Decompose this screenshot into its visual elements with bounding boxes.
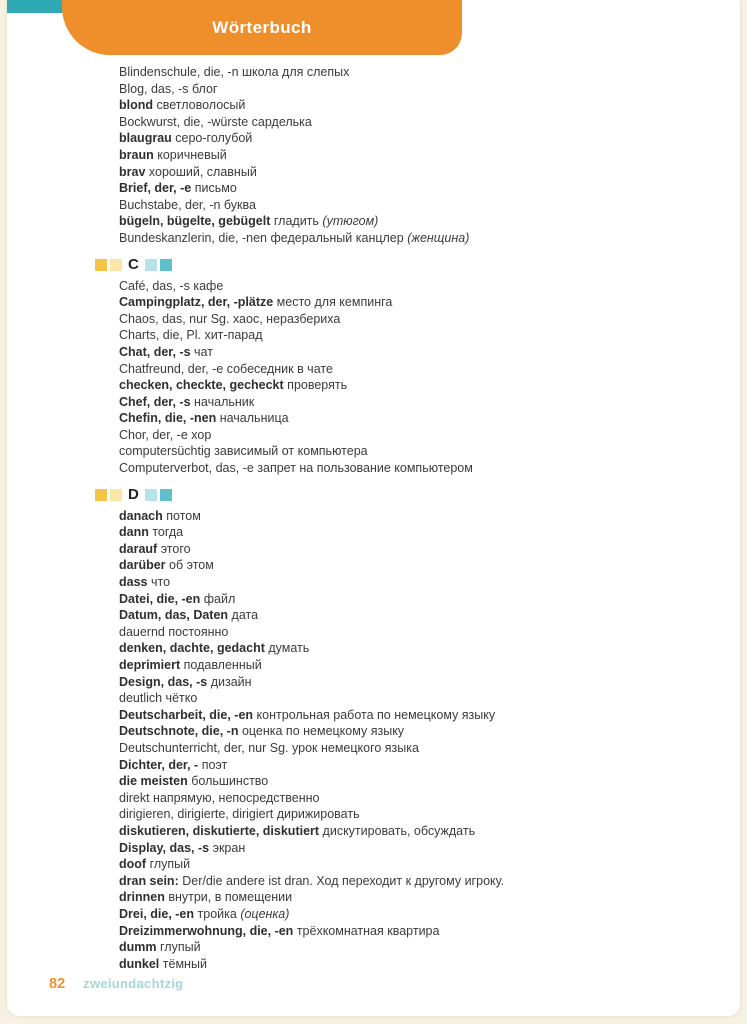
dictionary-entry [119, 856, 704, 873]
entry-text: computersüchtig зависимый от компьютера [119, 444, 368, 459]
entry-text: deutlich чётко [119, 691, 198, 706]
dictionary-entry [119, 923, 704, 940]
entry-text: трёхкомнатная квартира [296, 923, 440, 938]
entry-text: экран [212, 840, 246, 855]
entry-text: глупый [159, 940, 201, 955]
entry-german-term: dran sein: [119, 873, 179, 888]
entry-text: dirigieren, dirigierte, dirigiert дирижировать [119, 807, 360, 822]
dictionary-entry [119, 790, 704, 807]
entry-text: потом [166, 508, 201, 523]
dictionary-entry [119, 460, 704, 477]
dictionary-entry [119, 889, 704, 906]
dictionary-entry [119, 230, 704, 247]
entry-text: файл [203, 591, 236, 606]
dictionary-entry [119, 147, 704, 164]
dictionary-entry [119, 956, 704, 973]
entry-german-term: Datei, die, -en [119, 591, 201, 606]
page-title: Wörterbuch [212, 17, 312, 37]
entry-german-term: drinnen [119, 890, 165, 905]
entry-text: Deutschunterricht, der, nur Sg. урок немецкого языка [119, 740, 419, 755]
entry-german-term: blond [119, 98, 154, 113]
entry-text: Blindenschule, die, -n школа для слепых [119, 65, 350, 79]
section-letter: C [128, 256, 139, 274]
entry-german-term: danach [119, 508, 163, 523]
entry-text: Der/die andere ist dran. Ход переходит к другому игроку. [182, 873, 505, 888]
entry-german-term: Drei, die, -en [119, 906, 195, 921]
entry-text: проверять [287, 378, 348, 393]
entry-text: Blog, das, -s блог [119, 81, 218, 96]
dictionary-entry [119, 624, 704, 641]
entry-text: дискутировать, обсуждать [322, 823, 476, 838]
entry-text: большинство [191, 774, 269, 789]
entry-text: тройка [197, 906, 237, 921]
entry-text: Charts, die, Pl. хит-парад [119, 328, 263, 343]
entry-german-term: Chat, der, -s [119, 344, 191, 359]
section-letter: D [128, 486, 139, 504]
dictionary-entry [119, 939, 704, 956]
marker-square [110, 489, 122, 501]
dictionary-entry [119, 164, 704, 181]
dictionary-page [7, 0, 740, 1016]
entry-text: оценка по немецкому языку [241, 724, 405, 739]
marker-square [95, 489, 107, 501]
dictionary-entry [119, 591, 704, 608]
entry-italic-note: (оценка) [240, 906, 290, 921]
dictionary-entry [119, 674, 704, 691]
page-footer [49, 976, 183, 992]
entry-text: место для кемпинга [276, 295, 393, 310]
entry-text: подавленный [183, 658, 262, 672]
entry-text: думать [268, 641, 310, 656]
entry-german-term: bügeln, bügelte, gebügelt [119, 214, 271, 229]
entry-text: Buchstabe, der, -n буква [119, 197, 256, 212]
entry-german-term: dass [119, 575, 148, 590]
dictionary-entry [119, 873, 704, 890]
entry-german-term: checken, checkte, gecheckt [119, 378, 284, 393]
entry-german-term: brav [119, 164, 146, 179]
entry-text: начальница [219, 411, 289, 426]
entry-text: дата [231, 608, 259, 623]
entry-text: Chatfreund, der, -e собеседник в чате [119, 361, 333, 376]
entry-german-term: deprimiert [119, 658, 181, 672]
dictionary-entry [119, 81, 704, 98]
entry-text: коричневый [157, 147, 227, 162]
dictionary-entry [119, 557, 704, 574]
entry-german-term: Design, das, -s [119, 674, 208, 689]
entry-text: direkt напрямую, непосредственно [119, 790, 320, 805]
entry-text: начальник [194, 394, 255, 409]
page-word-label: zweiundachtzig [83, 976, 184, 991]
entry-text: Bundeskanzlerin, die, -nen федеральный канцлер [119, 230, 404, 245]
entry-text: тогда [152, 525, 184, 540]
dictionary-entry [119, 294, 704, 311]
dictionary-entry [119, 707, 704, 724]
entry-german-term: Dreizimmerwohnung, die, -en [119, 923, 294, 938]
entry-text: тёмный [162, 956, 207, 971]
dictionary-entry [119, 311, 704, 328]
dictionary-entry [119, 740, 704, 757]
dictionary-entry [119, 906, 704, 923]
header-tab [62, 0, 462, 55]
entry-german-term: diskutieren, diskutierte, diskutiert [119, 823, 320, 838]
dictionary-content [119, 64, 704, 972]
entry-text: глупый [149, 857, 191, 872]
dictionary-entry [119, 773, 704, 790]
dictionary-entry [119, 97, 704, 114]
entry-text: поэт [201, 757, 228, 772]
dictionary-entry [119, 344, 704, 361]
entry-german-term: darauf [119, 541, 158, 556]
entry-text: серо-голубой [175, 131, 253, 146]
dictionary-entry [119, 806, 704, 823]
entry-german-term: denken, dachte, gedacht [119, 641, 265, 656]
entry-text: внутри, в помещении [168, 890, 293, 905]
dictionary-entry [119, 524, 704, 541]
dictionary-entry [119, 690, 704, 707]
entry-text: светловолосый [156, 98, 246, 113]
dictionary-entry [119, 723, 704, 740]
entry-text: этого [160, 541, 191, 556]
entry-german-term: Display, das, -s [119, 840, 210, 855]
marker-square [110, 259, 122, 271]
entry-german-term: dumm [119, 940, 157, 955]
entry-text: dauernd постоянно [119, 624, 229, 639]
entry-german-term: Deutscharbeit, die, -en [119, 707, 254, 722]
dictionary-entry [119, 757, 704, 774]
entry-german-term: Campingplatz, der, -plätze [119, 295, 274, 310]
entry-text: Bockwurst, die, -würste сарделька [119, 114, 312, 129]
section-header-C [95, 257, 704, 273]
dictionary-entry [119, 508, 704, 525]
entry-german-term: Brief, der, -e [119, 181, 192, 196]
entry-text: Chor, der, -e хор [119, 427, 212, 442]
dictionary-entry [119, 180, 704, 197]
entry-german-term: dunkel [119, 956, 160, 971]
dictionary-entry [119, 114, 704, 131]
dictionary-entry [119, 410, 704, 427]
dictionary-entry [119, 327, 704, 344]
entry-text: гладить [273, 214, 319, 229]
entry-italic-note: (утюгом) [322, 214, 379, 229]
dictionary-entry [119, 574, 704, 591]
dictionary-entry [119, 443, 704, 460]
entry-text: хороший, славный [148, 164, 257, 179]
marker-square [95, 259, 107, 271]
dictionary-entry [119, 213, 704, 230]
entry-text: Computerverbot, das, -e запрет на пользование компьютером [119, 461, 473, 476]
entry-text: чат [194, 344, 213, 359]
marker-square [145, 259, 157, 271]
dictionary-entry [119, 278, 704, 295]
entry-german-term: Dichter, der, - [119, 757, 199, 772]
entry-text: письмо [194, 181, 237, 196]
entry-italic-note: (женщина) [407, 230, 470, 245]
dictionary-entry [119, 640, 704, 657]
marker-square [160, 489, 172, 501]
entry-german-term: Chefin, die, -nen [119, 411, 217, 426]
dictionary-entry [119, 541, 704, 558]
marker-square [145, 489, 157, 501]
dictionary-entry [119, 197, 704, 214]
entry-german-term: dann [119, 525, 149, 540]
dictionary-entry [119, 64, 704, 81]
dictionary-entry [119, 361, 704, 378]
entry-german-term: blaugrau [119, 131, 172, 146]
dictionary-entry [119, 394, 704, 411]
entry-text: Chaos, das, nur Sg. хаос, неразбериха [119, 311, 341, 326]
entry-german-term: Chef, der, -s [119, 394, 191, 409]
entry-text: контрольная работа по немецкому языку [256, 707, 496, 722]
marker-square [160, 259, 172, 271]
section-header-D [95, 487, 704, 503]
entry-german-term: die meisten [119, 774, 188, 789]
entry-text: об этом [169, 558, 214, 573]
entry-german-term: Datum, das, Daten [119, 608, 229, 623]
dictionary-entry [119, 823, 704, 840]
entry-text: что [150, 575, 171, 590]
dictionary-entry [119, 657, 704, 674]
page-number: 82 [49, 976, 66, 992]
entry-german-term: darüber [119, 558, 166, 573]
entry-german-term: braun [119, 147, 154, 162]
entry-text: дизайн [210, 674, 252, 689]
entry-german-term: doof [119, 857, 147, 872]
dictionary-entry [119, 840, 704, 857]
dictionary-entry [119, 607, 704, 624]
dictionary-entry [119, 377, 704, 394]
entry-german-term: Deutschnote, die, -n [119, 724, 239, 739]
entry-text: Café, das, -s кафе [119, 278, 224, 293]
dictionary-entry [119, 427, 704, 444]
dictionary-entry [119, 130, 704, 147]
